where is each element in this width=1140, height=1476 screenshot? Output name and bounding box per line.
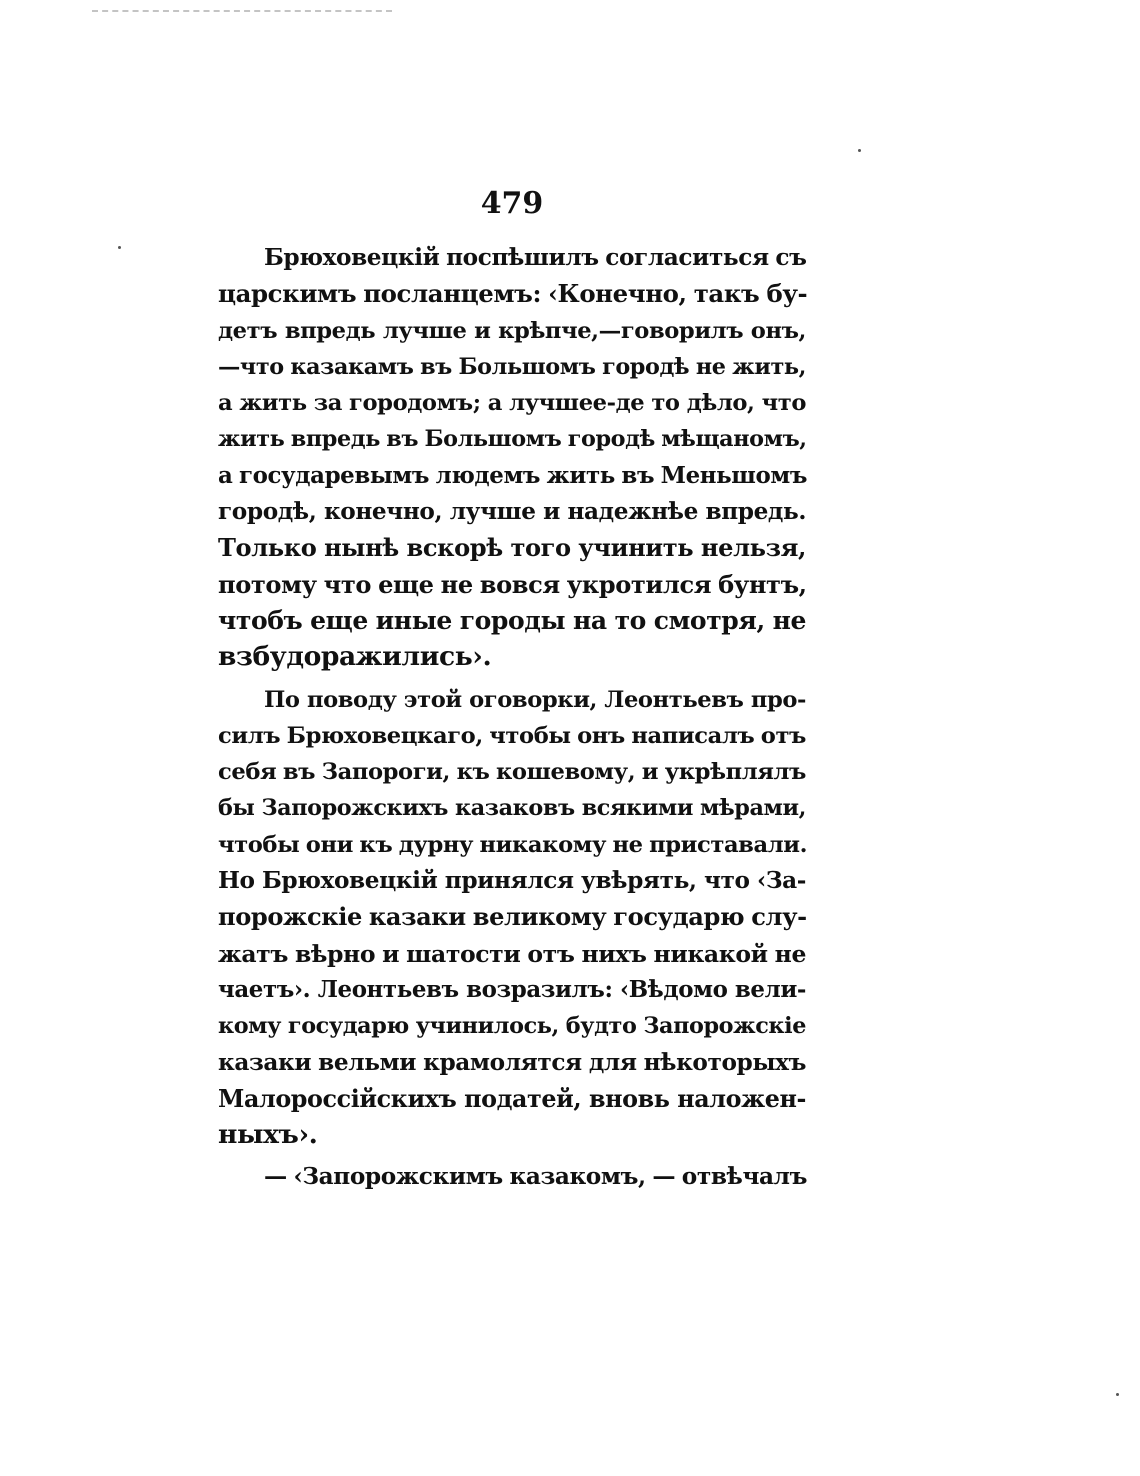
text-line: потому что еще не вовся укротился бунтъ, (218, 569, 807, 599)
text-line: силъ Брюховецкаго, чтобы онъ написалъ отъ (218, 722, 806, 749)
text-line: —что казакамъ въ Большомъ городѣ не жить, (218, 353, 806, 380)
text-line: бы Запорожскихъ казаковъ всякими мѣрами, (218, 795, 806, 822)
paper-speck (858, 149, 861, 152)
text-line: казаки вельми крамолятся для нѣкоторыхъ (218, 1048, 806, 1076)
text-line: детъ впредь лучше и крѣпче,—говорилъ онъ, (218, 317, 806, 344)
page-number: 479 (480, 186, 544, 221)
text-line: Но Брюховецкій принялся увѣрять, что ‹За- (218, 867, 806, 895)
text-line: чтобъ еще иные городы на то смотря, не (218, 605, 806, 635)
text-line: Малороссійскихъ податей, вновь наложен- (218, 1084, 806, 1113)
paper-speck (118, 246, 121, 249)
text-line: а жить за городомъ; а лучшее-де то дѣло, что (218, 390, 806, 417)
text-line: жить впредь въ Большомъ городѣ мѣщаномъ, (218, 426, 807, 453)
text-line: чтобы они къ дурну никакому не приставали. (218, 831, 808, 858)
text-line: чаетъ›. Леонтьевъ возразилъ: ‹Вѣдомо вели- (218, 975, 806, 1003)
text-line: городѣ, конечно, лучше и надежнѣе впредь. (218, 498, 806, 526)
text-line: жатъ вѣрно и шатости отъ нихъ никакой не (218, 939, 806, 968)
text-line: царскимъ посланцемъ: ‹Конечно, такъ бу- (218, 279, 808, 309)
text-line: — ‹Запорожскимъ казакомъ, — отвѣчалъ (264, 1163, 807, 1191)
text-line: кому государю учинилось, будто Запорожскіе (218, 1013, 806, 1040)
text-line: себя въ Запороги, къ кошевому, и укрѣплялъ (218, 759, 806, 786)
top-edge-mark (92, 10, 392, 12)
paper-speck (1116, 1393, 1119, 1396)
text-line: ныхъ›. (218, 1119, 318, 1151)
text-line: По поводу этой оговорки, Леонтьевъ про- (264, 686, 806, 713)
text-line: а государевымъ людемъ жить въ Меньшомъ (218, 461, 807, 489)
text-line: Брюховецкій поспѣшилъ согласиться съ (264, 244, 807, 271)
body-text (218, 240, 806, 1196)
text-line: взбудоражились›. (218, 641, 492, 673)
text-line: порожскіе казаки великому государю слу- (218, 902, 807, 932)
text-line: Только нынѣ вскорѣ того учинить нельзя, (218, 533, 806, 563)
